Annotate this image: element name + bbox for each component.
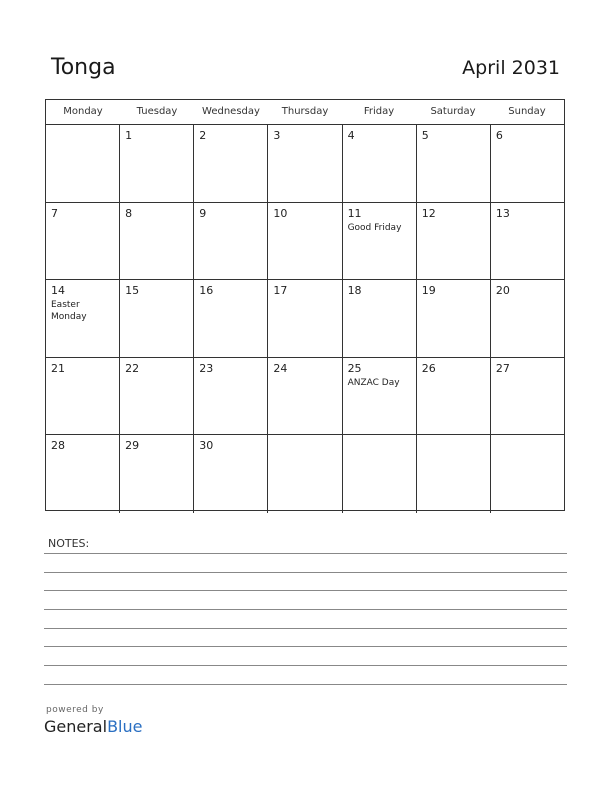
- generalblue-logo: [44, 717, 142, 736]
- day-cell: [490, 435, 564, 513]
- day-number: 28: [51, 439, 65, 452]
- notes-line: [44, 628, 567, 629]
- day-number: 30: [199, 439, 214, 452]
- notes-line: [44, 590, 567, 591]
- day-cell: [193, 358, 267, 435]
- day-cell: [119, 435, 193, 513]
- day-number: 7: [51, 206, 58, 220]
- week-row: [46, 125, 564, 203]
- weekday-saturday: Saturday: [430, 106, 476, 117]
- weekday-thursday: Thursday: [281, 106, 329, 117]
- day-cell: [416, 435, 490, 513]
- day-cell: [46, 203, 119, 280]
- day-number: 24: [273, 361, 288, 375]
- day-number: 29: [125, 439, 140, 452]
- day-cell: [416, 280, 490, 357]
- notes-line: [44, 665, 567, 666]
- notes-line: [44, 646, 567, 647]
- day-cell: [342, 125, 416, 202]
- day-cell: [342, 435, 416, 513]
- holiday-label: Easter Monday: [51, 300, 87, 322]
- day-cell: [193, 435, 267, 513]
- week-row: [46, 280, 564, 358]
- day-cell: [267, 358, 341, 435]
- weekday-tuesday: Tuesday: [136, 106, 178, 117]
- day-number: 4: [347, 129, 355, 142]
- calendar-grid: [45, 99, 565, 511]
- day-cell: [342, 280, 416, 357]
- day-cell: [119, 280, 193, 357]
- brand-general: General: [44, 717, 108, 736]
- weekday-header-row: [46, 100, 564, 125]
- day-cell: [416, 125, 490, 202]
- day-number: 16: [199, 284, 214, 297]
- weekday-monday: Monday: [63, 106, 103, 117]
- notes-line: [44, 553, 567, 554]
- day-number: 6: [495, 129, 503, 142]
- day-number: 8: [125, 206, 133, 220]
- day-cell: [416, 203, 490, 280]
- notes-line: [44, 609, 567, 610]
- week-row: [46, 203, 564, 281]
- day-number: 14: [51, 284, 65, 297]
- day-cell: [490, 280, 564, 357]
- weekday-sunday: Sunday: [508, 106, 546, 117]
- day-cell: [119, 203, 193, 280]
- day-number: 23: [199, 361, 214, 375]
- day-cell: [490, 203, 564, 280]
- day-cell: [490, 125, 564, 202]
- day-number: 11: [347, 206, 362, 220]
- day-cell: [342, 358, 416, 435]
- powered-by-text: powered by: [46, 705, 104, 715]
- day-cell: [342, 203, 416, 280]
- day-cell: [490, 358, 564, 435]
- notes-label: NOTES:: [48, 537, 90, 550]
- day-number: 9: [199, 206, 207, 220]
- day-cell: [46, 435, 119, 513]
- day-number: 26: [421, 361, 436, 375]
- day-number: 12: [421, 206, 436, 220]
- day-cell: [193, 280, 267, 357]
- day-cell: [267, 125, 341, 202]
- day-number: 10: [273, 206, 288, 220]
- week-row: [46, 435, 564, 513]
- day-number: 13: [495, 206, 510, 220]
- day-cell: [193, 203, 267, 280]
- day-number: 19: [421, 284, 436, 297]
- day-cell: [119, 125, 193, 202]
- day-cell: [46, 280, 119, 357]
- weekday-friday: Friday: [363, 106, 395, 117]
- day-number: 1: [125, 129, 133, 142]
- day-number: 18: [347, 284, 362, 297]
- brand-blue: Blue: [107, 717, 143, 736]
- day-number: 17: [273, 284, 288, 297]
- day-number: 25: [347, 361, 362, 375]
- day-cell: [193, 125, 267, 202]
- day-cell: [267, 435, 341, 513]
- day-cell: [267, 280, 341, 357]
- country-title: Tonga: [51, 55, 116, 80]
- notes-line: [44, 572, 567, 573]
- holiday-label: ANZAC Day: [347, 377, 400, 388]
- day-number: 22: [125, 361, 140, 375]
- day-number: 3: [273, 129, 281, 142]
- day-cell: [416, 358, 490, 435]
- day-number: 2: [199, 129, 207, 142]
- day-cell: [119, 358, 193, 435]
- day-number: 21: [51, 361, 65, 375]
- holiday-label: Good Friday: [347, 222, 402, 233]
- day-number: 15: [125, 284, 140, 297]
- day-number: 27: [495, 361, 510, 375]
- day-cell: [267, 203, 341, 280]
- month-year-title: April 2031: [462, 57, 560, 79]
- day-number: 20: [495, 284, 510, 297]
- notes-line: [44, 684, 567, 685]
- weekday-wednesday: Wednesday: [202, 106, 260, 117]
- week-row: [46, 358, 564, 436]
- day-cell: [46, 125, 119, 202]
- day-number: 5: [421, 129, 429, 142]
- day-cell: [46, 358, 119, 435]
